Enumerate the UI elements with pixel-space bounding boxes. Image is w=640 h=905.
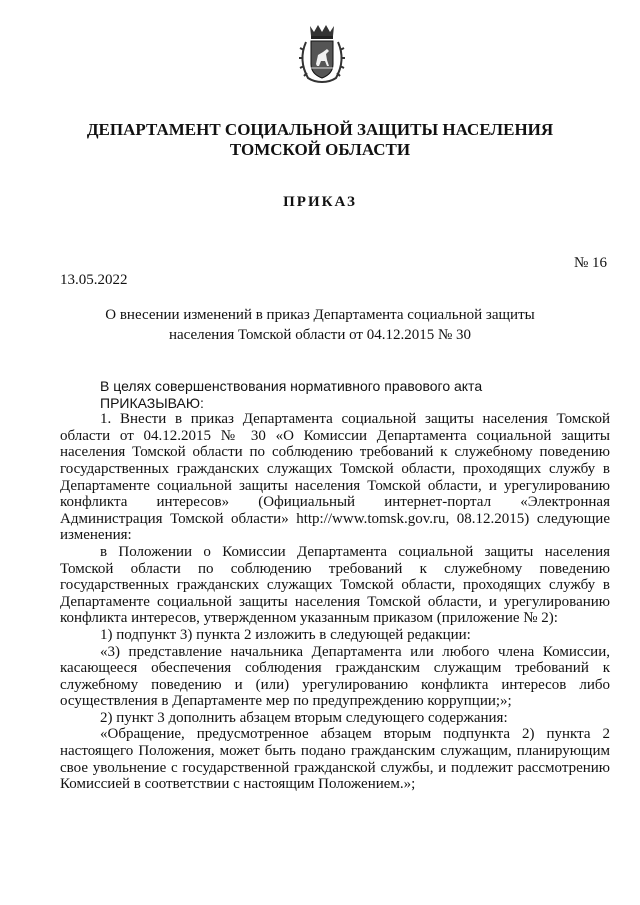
document-type: ПРИКАЗ [283,194,357,210]
department-name-line2: ТОМСКОЙ ОБЛАСТИ [229,140,411,159]
document-number: № 16 [573,255,607,271]
order-keyword: ПРИКАЗЫВАЮ: [100,394,204,411]
document-body [60,378,610,793]
body-paragraph: 1) подпункт 3) пункта 2 изложить в следующей редакции: [100,626,471,643]
document-subject [90,305,550,345]
subject-line2: населения Томской области от 04.12.2015 № 30 [168,327,472,343]
body-paragraph: 2) пункт 3 дополнить абзацем вторым следующего содержания: [100,709,508,726]
body-paragraph: в Положении о Комиссии Департамента социальной защиты населения Томской области по соблюдению требований к служебному поведению государственных гражданских служащих Томской области, проходящих службу в Департаменте социальной защиты населения Томской области, и урегулированию конфликта интересов, утвержденном указанным приказом (приложение № 2): [60,543,610,627]
body-paragraph: «3) представление начальника Департамента или любого члена Комиссии, касающееся обеспечения соблюдения гражданским служащим требований к служебному поведению и (или) урегулированию конфликта интересов либо осуществления в Департаменте мер по предупреждению коррупции;»; [60,643,610,710]
document-date: 13.05.2022 [60,272,128,288]
subject-line1: О внесении изменений в приказ Департамента социальной защиты [105,307,535,323]
body-paragraph: 1. Внести в приказ Департамента социальной защиты населения Томской области от 04.12.2015 № 30 «О Комиссии Департамента социальной защиты населения Томской области по соблюдению требований к служебному поведению государственных гражданских служащих Томской области, проходящих службу в Департаменте социальной защиты населения Томской области, и урегулированию конфликта интересов» (Официальный интернет-портал «Электронная Администрация Томской области» http://www.tomsk.gov.ru, 08.12.2015) следующие изменения: [60,411,610,544]
department-name [40,120,600,160]
preamble-paragraph: В целях совершенствования нормативного правового акта [100,378,483,394]
department-name-line1: ДЕПАРТАМЕНТ СОЦИАЛЬНОЙ ЗАЩИТЫ НАСЕЛЕНИЯ [86,120,554,139]
body-paragraph: «Обращение, предусмотренное абзацем вторым подпункта 2) пункта 2 настоящего Положения, может быть подано гражданским служащим, планирующим свое увольнение с государственной гражданской службы, и подлежит рассмотрению Комиссией в соответствии с настоящим Положением.»; [60,726,610,793]
tomsk-region-coat-of-arms-icon [296,22,348,86]
